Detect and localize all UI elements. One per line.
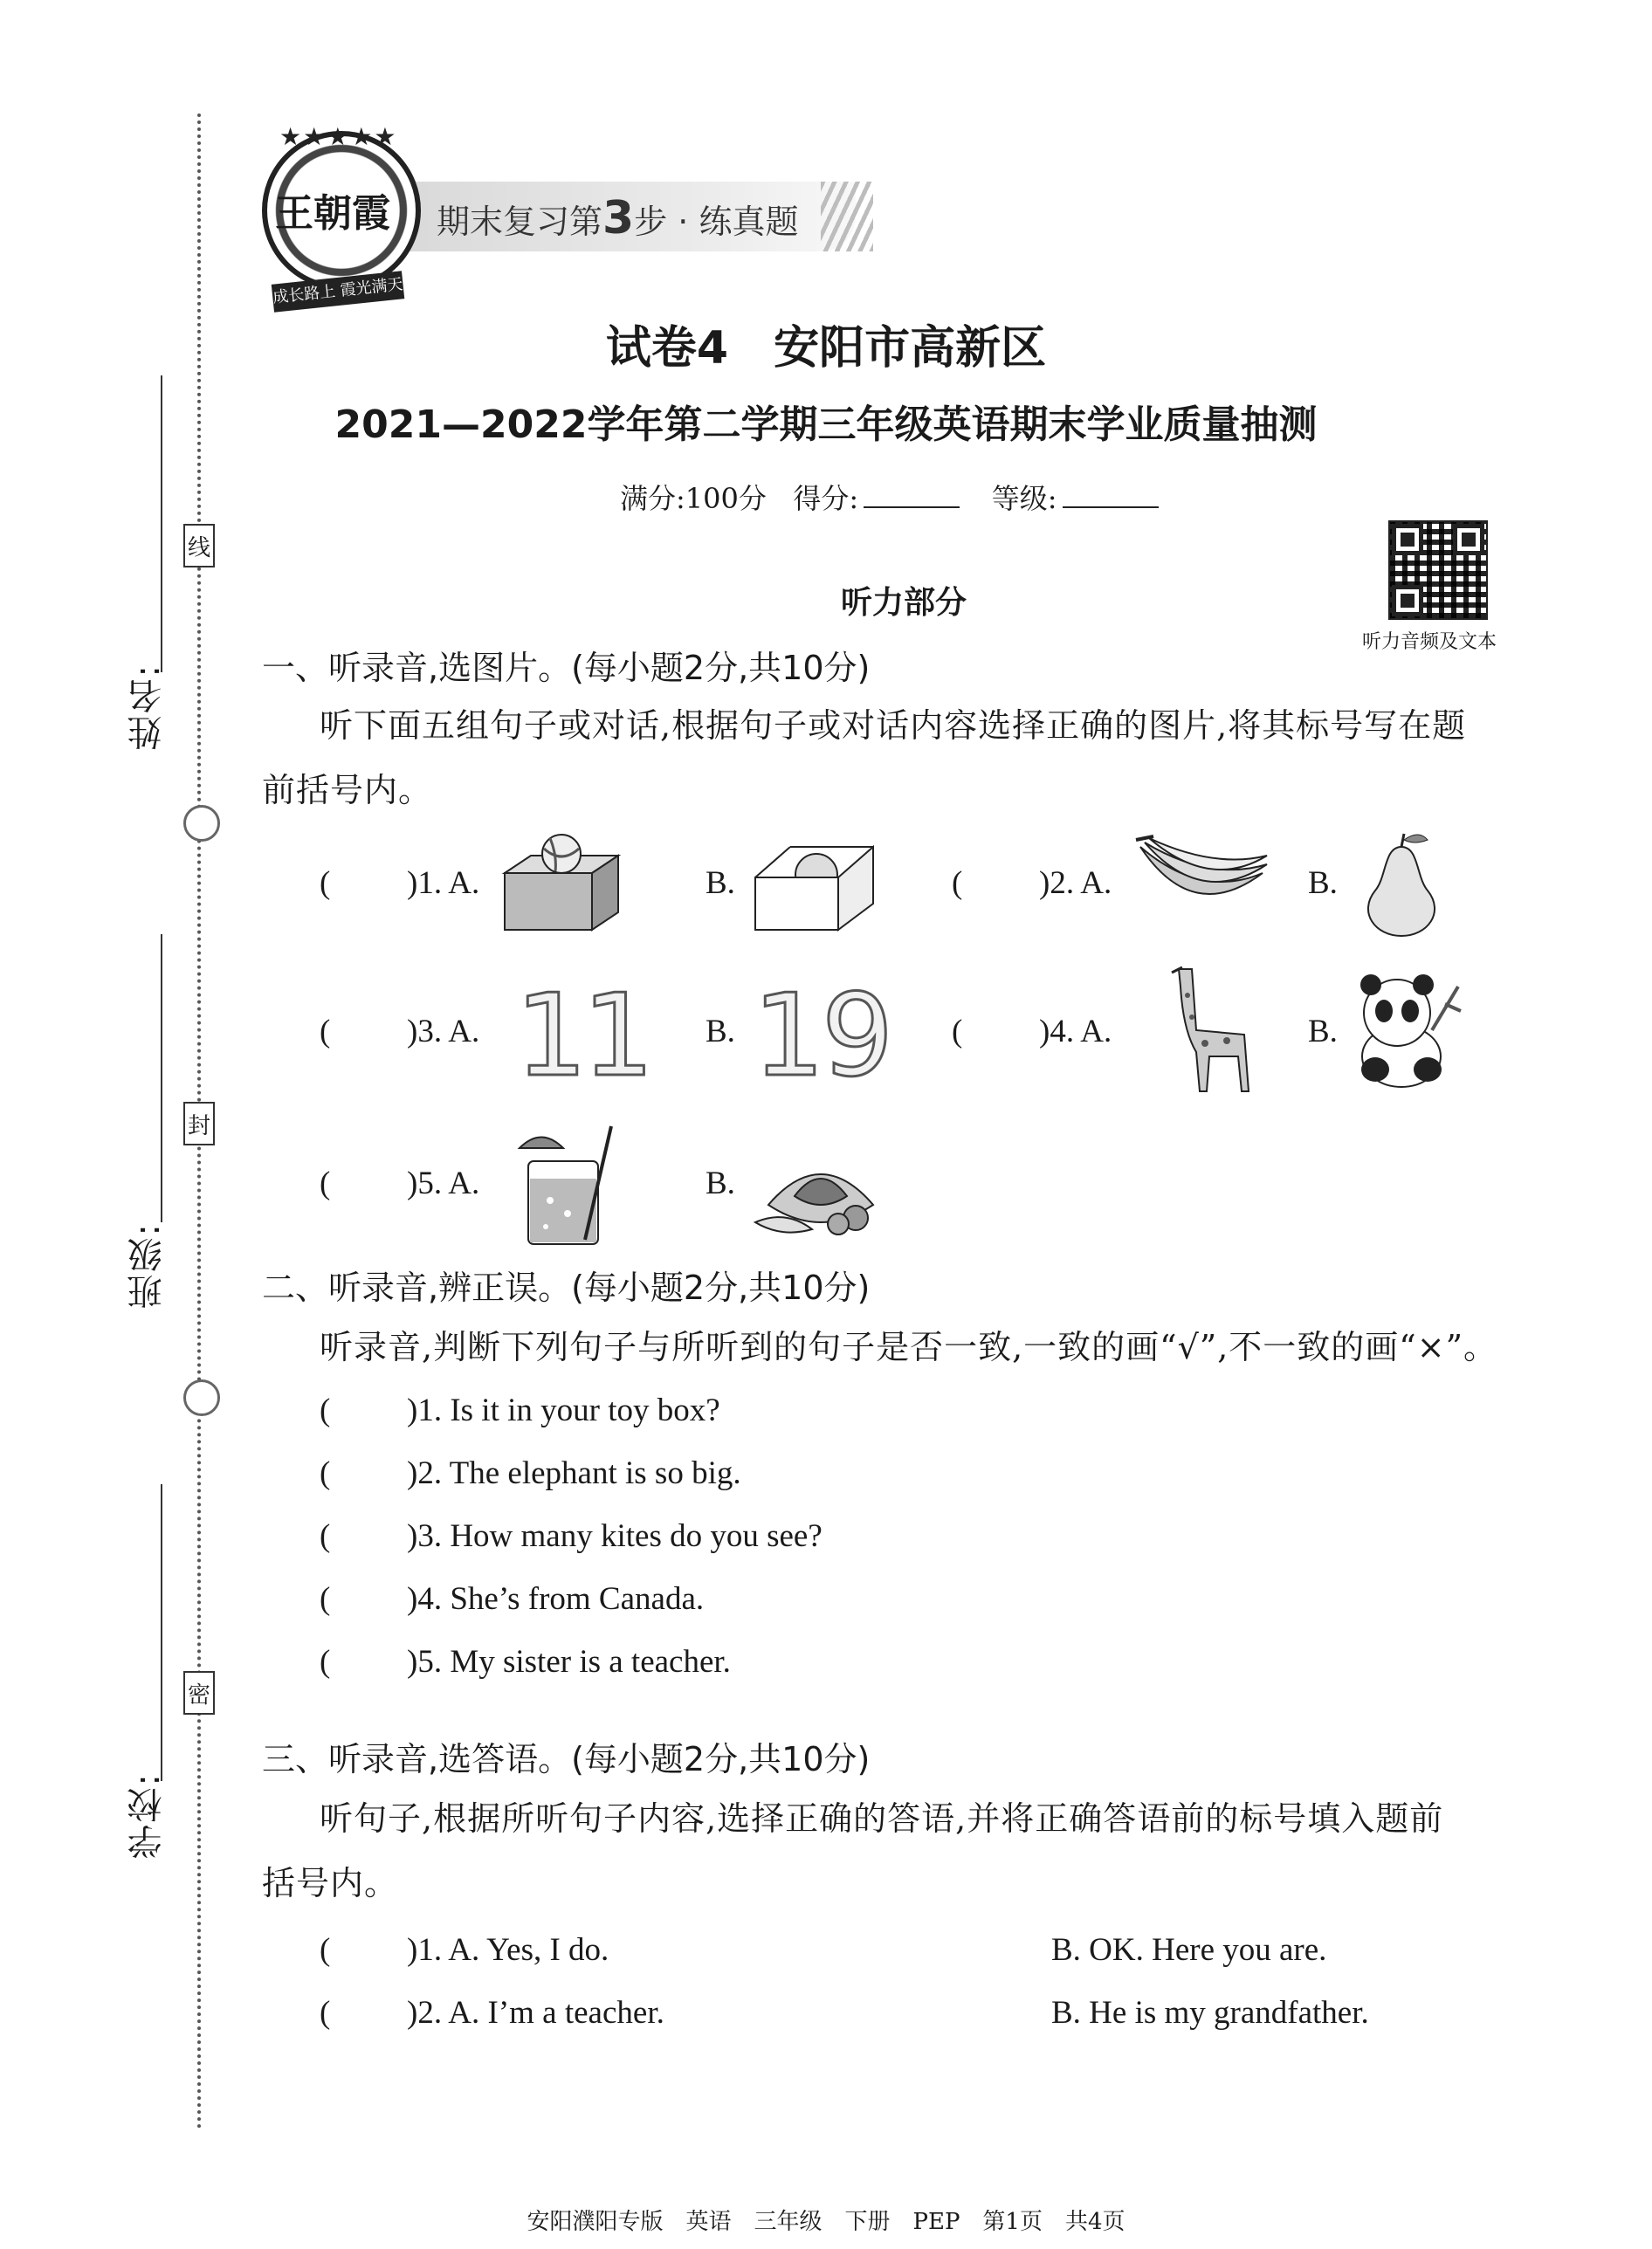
listening-part-title: 听力部分 — [840, 585, 967, 621]
s3-question-1-option-b: B. OK. Here you are. — [1051, 1932, 1327, 1968]
s2-question-5: ( )5. My sister is a teacher. — [320, 1644, 731, 1680]
juice-glass-image[interactable] — [515, 1118, 620, 1248]
question-4-option-b: B. — [1308, 1014, 1338, 1049]
seal-box-secret: 密 — [183, 1671, 215, 1715]
section1-instruction-cont: 前括号内。 — [262, 771, 433, 809]
question-3: ( )3. A. — [320, 1014, 480, 1049]
number-image-a[interactable]: 11 — [515, 969, 650, 1102]
score-blank[interactable] — [864, 506, 960, 508]
bananas-image[interactable] — [1132, 829, 1271, 925]
fruits-image[interactable] — [751, 1126, 891, 1240]
s2-question-2: ( )2. The elephant is so big. — [320, 1455, 741, 1491]
section3-instruction: 听句子,根据所听句子内容,选择正确的答语,并将正确答语前的标号填入题前 — [320, 1799, 1444, 1838]
banner-stripes — [821, 182, 873, 251]
qr-caption: 听力音频及文本 — [1362, 631, 1497, 653]
question-5: ( )5. A. — [320, 1166, 480, 1201]
question-3-option-b: B. — [706, 1014, 735, 1049]
binding-hole — [183, 1379, 220, 1416]
question-4: ( )4. A. — [952, 1014, 1112, 1049]
ball-on-box-image[interactable] — [496, 829, 627, 934]
school-label: 学校: — [127, 1772, 168, 1860]
ball-in-box-image[interactable] — [751, 829, 882, 934]
question-1: ( )1. A. — [320, 865, 480, 901]
school-write-line — [161, 1484, 162, 1781]
s3-question-2-option-b: B. He is my grandfather. — [1051, 1995, 1369, 2031]
class-label: 班级: — [127, 1222, 168, 1310]
class-write-line — [161, 934, 162, 1222]
section3-heading: 三、听录音,选答语。(每小题2分,共10分) — [262, 1740, 871, 1778]
binding-hole — [183, 805, 220, 842]
score-line: 满分:100分 得分: 等级: — [620, 477, 1164, 517]
question-5-option-b: B. — [706, 1166, 735, 1201]
panda-image[interactable] — [1349, 969, 1463, 1091]
section3-instruction-cont: 括号内。 — [262, 1864, 399, 1902]
s2-question-4: ( )4. She’s from Canada. — [320, 1581, 705, 1617]
name-label: 姓名: — [127, 664, 168, 751]
question-1-option-b: B. — [706, 865, 735, 901]
banner-text: 期末复习第3步 · 练真题 — [437, 192, 799, 244]
page-footer: 安阳濮阳专版 英语 三年级 下册 PEP 第1页 共4页 — [527, 2209, 1125, 2235]
section2-instruction: 听录音,判断下列句子与所听到的句子是否一致,一致的画“√”,不一致的画“×”。 — [320, 1328, 1498, 1366]
grade-blank[interactable] — [1063, 506, 1159, 508]
logo-ribbon: 成长路上 霞光满天 — [272, 271, 405, 313]
s2-question-1: ( )1. Is it in your toy box? — [320, 1393, 720, 1428]
section1-heading: 一、听录音,选图片。(每小题2分,共10分) — [262, 649, 871, 687]
logo-text: 王朝霞 — [275, 191, 390, 236]
question-2: ( )2. A. — [952, 865, 1112, 901]
question-2-option-b: B. — [1308, 865, 1338, 901]
paper-subtitle: 2021—2022学年第二学期三年级英语期末学业质量抽测 — [334, 402, 1318, 447]
s3-question-2: ( )2. A. I’m a teacher. — [320, 1995, 664, 2031]
seal-box-line: 线 — [183, 524, 215, 567]
number-image-b[interactable]: 19 — [753, 969, 891, 1102]
giraffe-image[interactable] — [1161, 960, 1266, 1100]
section1-instruction: 听下面五组句子或对话,根据句子或对话内容选择正确的图片,将其标号写在题 — [320, 706, 1467, 745]
seal-box-seal: 封 — [183, 1102, 215, 1145]
s3-question-1: ( )1. A. Yes, I do. — [320, 1932, 609, 1968]
paper-title: 试卷4 安阳市高新区 — [605, 322, 1047, 375]
s2-question-3: ( )3. How many kites do you see? — [320, 1518, 823, 1554]
pear-image[interactable] — [1353, 829, 1449, 939]
section2-heading: 二、听录音,辨正误。(每小题2分,共10分) — [262, 1269, 871, 1307]
logo-stars-icon: ★★★★★ — [279, 124, 398, 151]
